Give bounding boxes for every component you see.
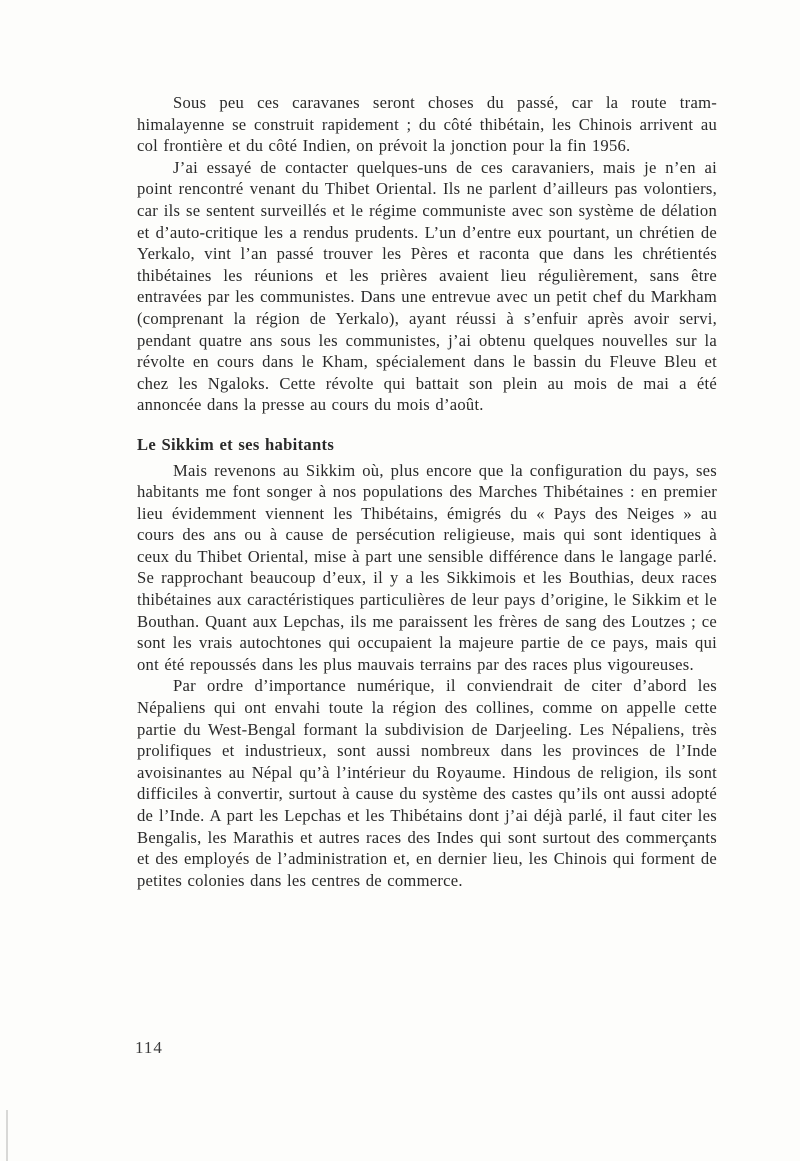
paragraph-sikkim-habitants: Mais revenons au Sikkim où, plus encore que la configuration du pays, ses habitants me font songer à nos populations des Marches Thibétaines : en premier lieu évidemment viennent les Thibétains, émigrés du « Pays des Neiges » au cours des ans ou à cause de persécution religieuse, mais qui sont identiques à ceux du Thibet Oriental, mise à part une sensible différence dans le langage parlé. Se rapprochant beaucoup d’eux, il y a les Sikkimois et les Bouthias, deux races thibétaines aux caractéristiques particulières de leur pays d’origine, le Sikkim et le Bouthan. Quant aux Lepchas, ils me paraissent les frères de sang des Loutzes ; ce sont les vrais autochtones qui occupaient la majeure partie de ce pays, mais qui ont été repoussés dans les plus mauvais terrains par des races plus vigoureuses.	[137, 460, 717, 674]
section-heading: Le Sikkim et ses habitants	[137, 434, 335, 454]
paragraph-caravaniers: J’ai essayé de contacter quelques-uns de ces caravaniers, mais je n’en ai point rencontré venant du Thibet Oriental. Ils ne parlent d’ailleurs pas volontiers, car ils se sentent surveillés et le régime communiste avec son système de délation et d’auto-critique les a rendus prudents. L’un d’entre eux pourtant, un chrétien de Yerkalo, vint l’an passé trouver les Pères et raconta que dans les chrétientés thibétaines les réunions et les prières avaient lieu régulièrement, sans être entravées par les communistes. Dans une entrevue avec un petit chef du Markham (comprenant la région de Yerkalo), ayant réussi à s’enfuir après avoir servi, pendant quatre ans sous les communistes, j’ai obtenu quelques nouvelles sur la révolte en cours dans le Kham, spécialement dans le bassin du Fleuve Bleu et chez les Ngaloks. Cette révolte qui battait son plein au mois de mai a été annoncée dans la presse au cours du mois d’août.	[137, 157, 717, 415]
body-text	[137, 92, 717, 891]
page-number: 114	[135, 1038, 163, 1057]
scan-edge-mark	[6, 1110, 8, 1161]
paragraph-caravanes: Sous peu ces caravanes seront choses du passé, car la route tram-himalayenne se construit rapidement ; du côté thibétain, les Chinois arrivent au col frontière et du côté Indien, on prévoit la jonction pour la fin 1956.	[137, 93, 717, 156]
paragraph-nepaliens: Par ordre d’importance numérique, il conviendrait de citer d’abord les Népaliens qui ont envahi toute la région des collines, comme on appelle cette partie du West-Bengal formant la subdivision de Darjeeling. Les Népaliens, très prolifiques et industrieux, sont aussi nombreux dans les provinces de l’Inde avoisinantes au Népal qu’à l’intérieur du Royaume. Hindous de religion, ils sont difficiles à convertir, surtout à cause du système des castes qu’ils ont aussi adopté de l’Inde. A part les Lepchas et les Thibétains dont j’ai déjà parlé, il faut citer les Bengalis, les Marathis et autres races des Indes qui sont surtout des commerçants et des employés de l’administration et, en dernier lieu, les Chinois qui forment de petites colonies dans les centres de commerce.	[137, 676, 717, 890]
